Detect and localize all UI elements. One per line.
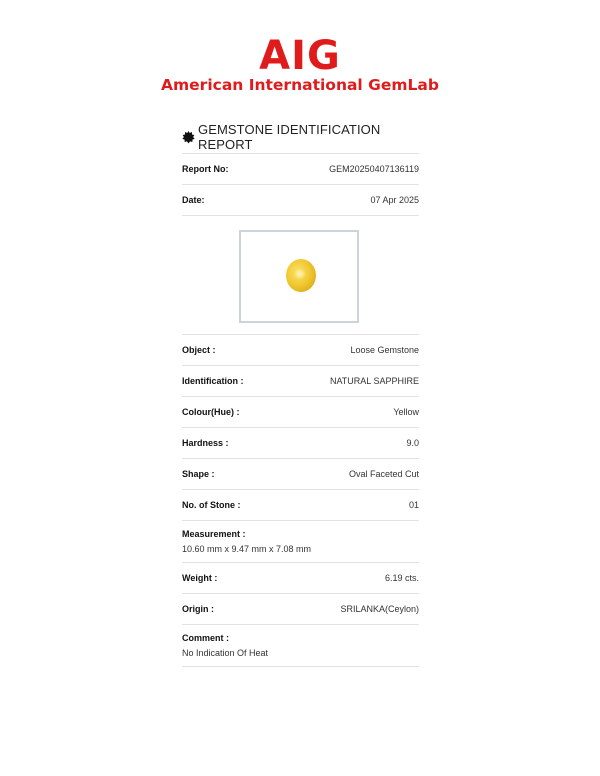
logo-name: American International GemLab	[161, 76, 439, 94]
shape-value: Oval Faceted Cut	[348, 469, 419, 479]
no-of-stone-value: 01	[408, 500, 419, 510]
date-value: 07 Apr 2025	[370, 195, 419, 205]
object-label: Object :	[182, 345, 216, 355]
hardness-value: 9.0	[406, 438, 419, 448]
rosette-seal-icon	[182, 131, 195, 144]
colour-label: Colour(Hue) :	[182, 407, 240, 417]
aig-logo	[0, 33, 600, 94]
measurement-row	[182, 521, 419, 563]
object-row	[182, 335, 419, 366]
gem-photo-block	[182, 216, 419, 335]
report-no-label: Report No:	[182, 164, 229, 174]
date-label: Date:	[182, 195, 205, 205]
date-row	[182, 185, 419, 216]
report-no-row	[182, 153, 419, 185]
identification-label: Identification :	[182, 376, 244, 386]
yellow-sapphire-image	[286, 259, 316, 292]
comment-label: Comment :	[182, 633, 229, 643]
hardness-label: Hardness :	[182, 438, 229, 448]
logo-acronym: AIG	[259, 33, 341, 79]
comment-row	[182, 625, 419, 667]
shape-row	[182, 459, 419, 490]
colour-row	[182, 397, 419, 428]
shape-label: Shape :	[182, 469, 215, 479]
report-no-value: GEM20250407136119	[329, 164, 419, 174]
hardness-row	[182, 428, 419, 459]
origin-label: Origin :	[182, 604, 214, 614]
measurement-label: Measurement :	[182, 529, 246, 539]
identification-value: NATURAL SAPPHIRE	[329, 376, 419, 386]
origin-value: SRILANKA(Ceylon)	[340, 604, 419, 614]
measurement-value: 10.60 mm x 9.47 mm x 7.08 mm	[182, 544, 312, 554]
report-title	[182, 122, 419, 152]
gem-photo	[239, 230, 359, 323]
object-value: Loose Gemstone	[350, 345, 419, 355]
no-of-stone-label: No. of Stone :	[182, 500, 241, 510]
report-title-text: GEMSTONE IDENTIFICATION REPORT	[198, 122, 381, 152]
weight-row	[182, 563, 419, 594]
weight-label: Weight :	[182, 573, 218, 583]
no-of-stone-row	[182, 490, 419, 521]
colour-value: Yellow	[393, 407, 419, 417]
report-card	[182, 122, 419, 667]
identification-row	[182, 366, 419, 397]
comment-value: No Indication Of Heat	[182, 648, 269, 658]
origin-row	[182, 594, 419, 625]
weight-value: 6.19 cts.	[384, 573, 419, 583]
